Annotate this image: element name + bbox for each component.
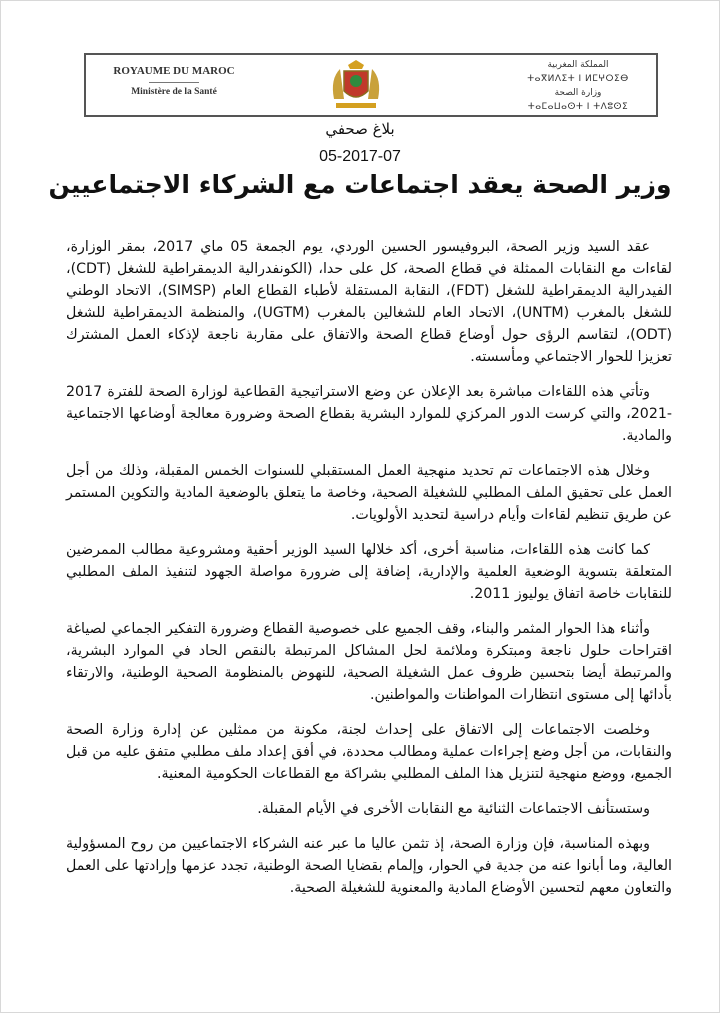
paragraph: وستستأنف الاجتماعات الثنائية مع النقابات الأخرى في الأيام المقبلة.	[257, 801, 650, 817]
ministry-name-fr: Ministère de la Santé	[131, 87, 217, 97]
country-name-ar: المملكة المغربية	[547, 60, 609, 70]
ministry-name-tifinagh: ⵜⴰⵎⴰⵡⴰⵙⵜ ⵏ ⵜⴷⵓⵙⵉ	[527, 102, 629, 112]
paragraph: وخلال هذه الاجتماعات تم تحديد منهجية العمل المستقبلي للسنوات الخمس المقبلة، وذلك من أجل العمل على تحقيق الملف المطلبي للشغيلة الصحية، وخاصة ما يتعلق بالوضعية المادية والتكوين المستمر عن طريق تنظيم لقاءات وأيام دراسية لتحديد الأولويات.	[66, 463, 672, 523]
coat-of-arms-icon	[326, 59, 386, 113]
document-title: وزير الصحة يعقد اجتماعات مع الشركاء الاجتماعيين	[48, 170, 672, 199]
country-name-fr: ROYAUME DU MAROC	[113, 65, 235, 77]
country-name-tifinagh: ⵜⴰⴳⵍⴷⵉⵜ ⵏ ⵍⵎⵖⵔⵉⴱ	[527, 74, 629, 84]
paragraph: وتأتي هذه اللقاءات مباشرة بعد الإعلان عن وضع الاستراتيجية القطاعية لوزارة الصحة للفترة 2017 -2021، والتي كرست الدور المركزي للموارد البشرية بقطاع الصحة وضرورة معالجة أوضاعها الاجتماعية والمادية.	[66, 384, 672, 444]
document-body	[66, 236, 672, 912]
document-date: 05-2017-07	[319, 148, 401, 165]
letterhead	[84, 53, 658, 117]
paragraph: عقد السيد وزير الصحة، البروفيسور الحسين الوردي، يوم الجمعة 05 ماي 2017، بمقر الوزارة، لقاءات مع النقابات الممثلة في قطاع الصحة، كل على حدا، (الكونفدرالية الديمقراطية للشغل (CDT)، الفيدرالية الديمقراطية للشغل (FDT)، النقابة المستقلة لأطباء القطاع العام (SIMSP)، الاتحاد الوطني للشغل بالمغرب (UNTM)، الاتحاد العام للشغالين بالمغرب (UGTM)، والمنظمة الديمقراطية للشغل (ODT)، لتقاسم الرؤى حول أوضاع قطاع الصحة والاتفاق على مقاربة ناجعة لإذكاء العمل المشترك تعزيزا للحوار الاجتماعي ومأسسته.	[66, 239, 673, 365]
paragraph: كما كانت هذه اللقاءات، مناسبة أخرى، أكد خلالها السيد الوزير أحقية ومشروعية مطالب الممرضين المتعلقة بتسوية الوضعية العلمية والإدارية، إضافة إلى ضرورة مواصلة الجهود لتنفيذ الملف المطلبي للنقابات خاصة اتفاق يوليوز 2011.	[66, 542, 672, 602]
divider	[149, 82, 199, 83]
paragraph: وأثناء هذا الحوار المثمر والبناء، وقف الجميع على خصوصية القطاع وضرورة التفكير الجماعي لصياغة اقتراحات حلول ناجعة ومبتكرة وملائمة لحل المشاكل المرتبطة بالنقص الحاد في الموارد البشرية، والمرتبطة أيضا بتحسين ظروف عمل الشغيلة الصحية، للنهوض بالمنظومة الصحية الوطنية، والارتقاء بأدائها إلى مستوى انتظارات المواطنات والمواطنين.	[66, 621, 672, 703]
paragraph: وخلصت الاجتماعات إلى الاتفاق على إحداث لجنة، مكونة من ممثلين عن إدارة وزارة الصحة والنقابات، من أجل وضع إجراءات عملية ومطالب محددة، في أفق إعداد ملف مطلبي متفق عليه من قبل الجميع، ووضع منهجية لتنزيل هذا الملف المطلبي بشراكة مع القطاعات الحكومية المعنية.	[66, 722, 672, 782]
paragraph: وبهذه المناسبة، فإن وزارة الصحة، إذ تثمن عاليا ما عبر عنه الشركاء الاجتماعيين من روح المسؤولية العالية، وما أبانوا عنه من جدية في الحوار، وإلمام بقضايا الصحة الوطنية، تجدد عزمها وإرادتها على العمل والتعاون معهم لتحسين الأوضاع المادية والمعنوية للشغيلة الصحية.	[66, 836, 672, 896]
ministry-name-ar: وزارة الصحة	[554, 88, 602, 98]
letterhead-arabic	[508, 58, 648, 114]
document-kind: بلاغ صحفي	[325, 120, 395, 138]
letterhead-french	[94, 65, 254, 97]
